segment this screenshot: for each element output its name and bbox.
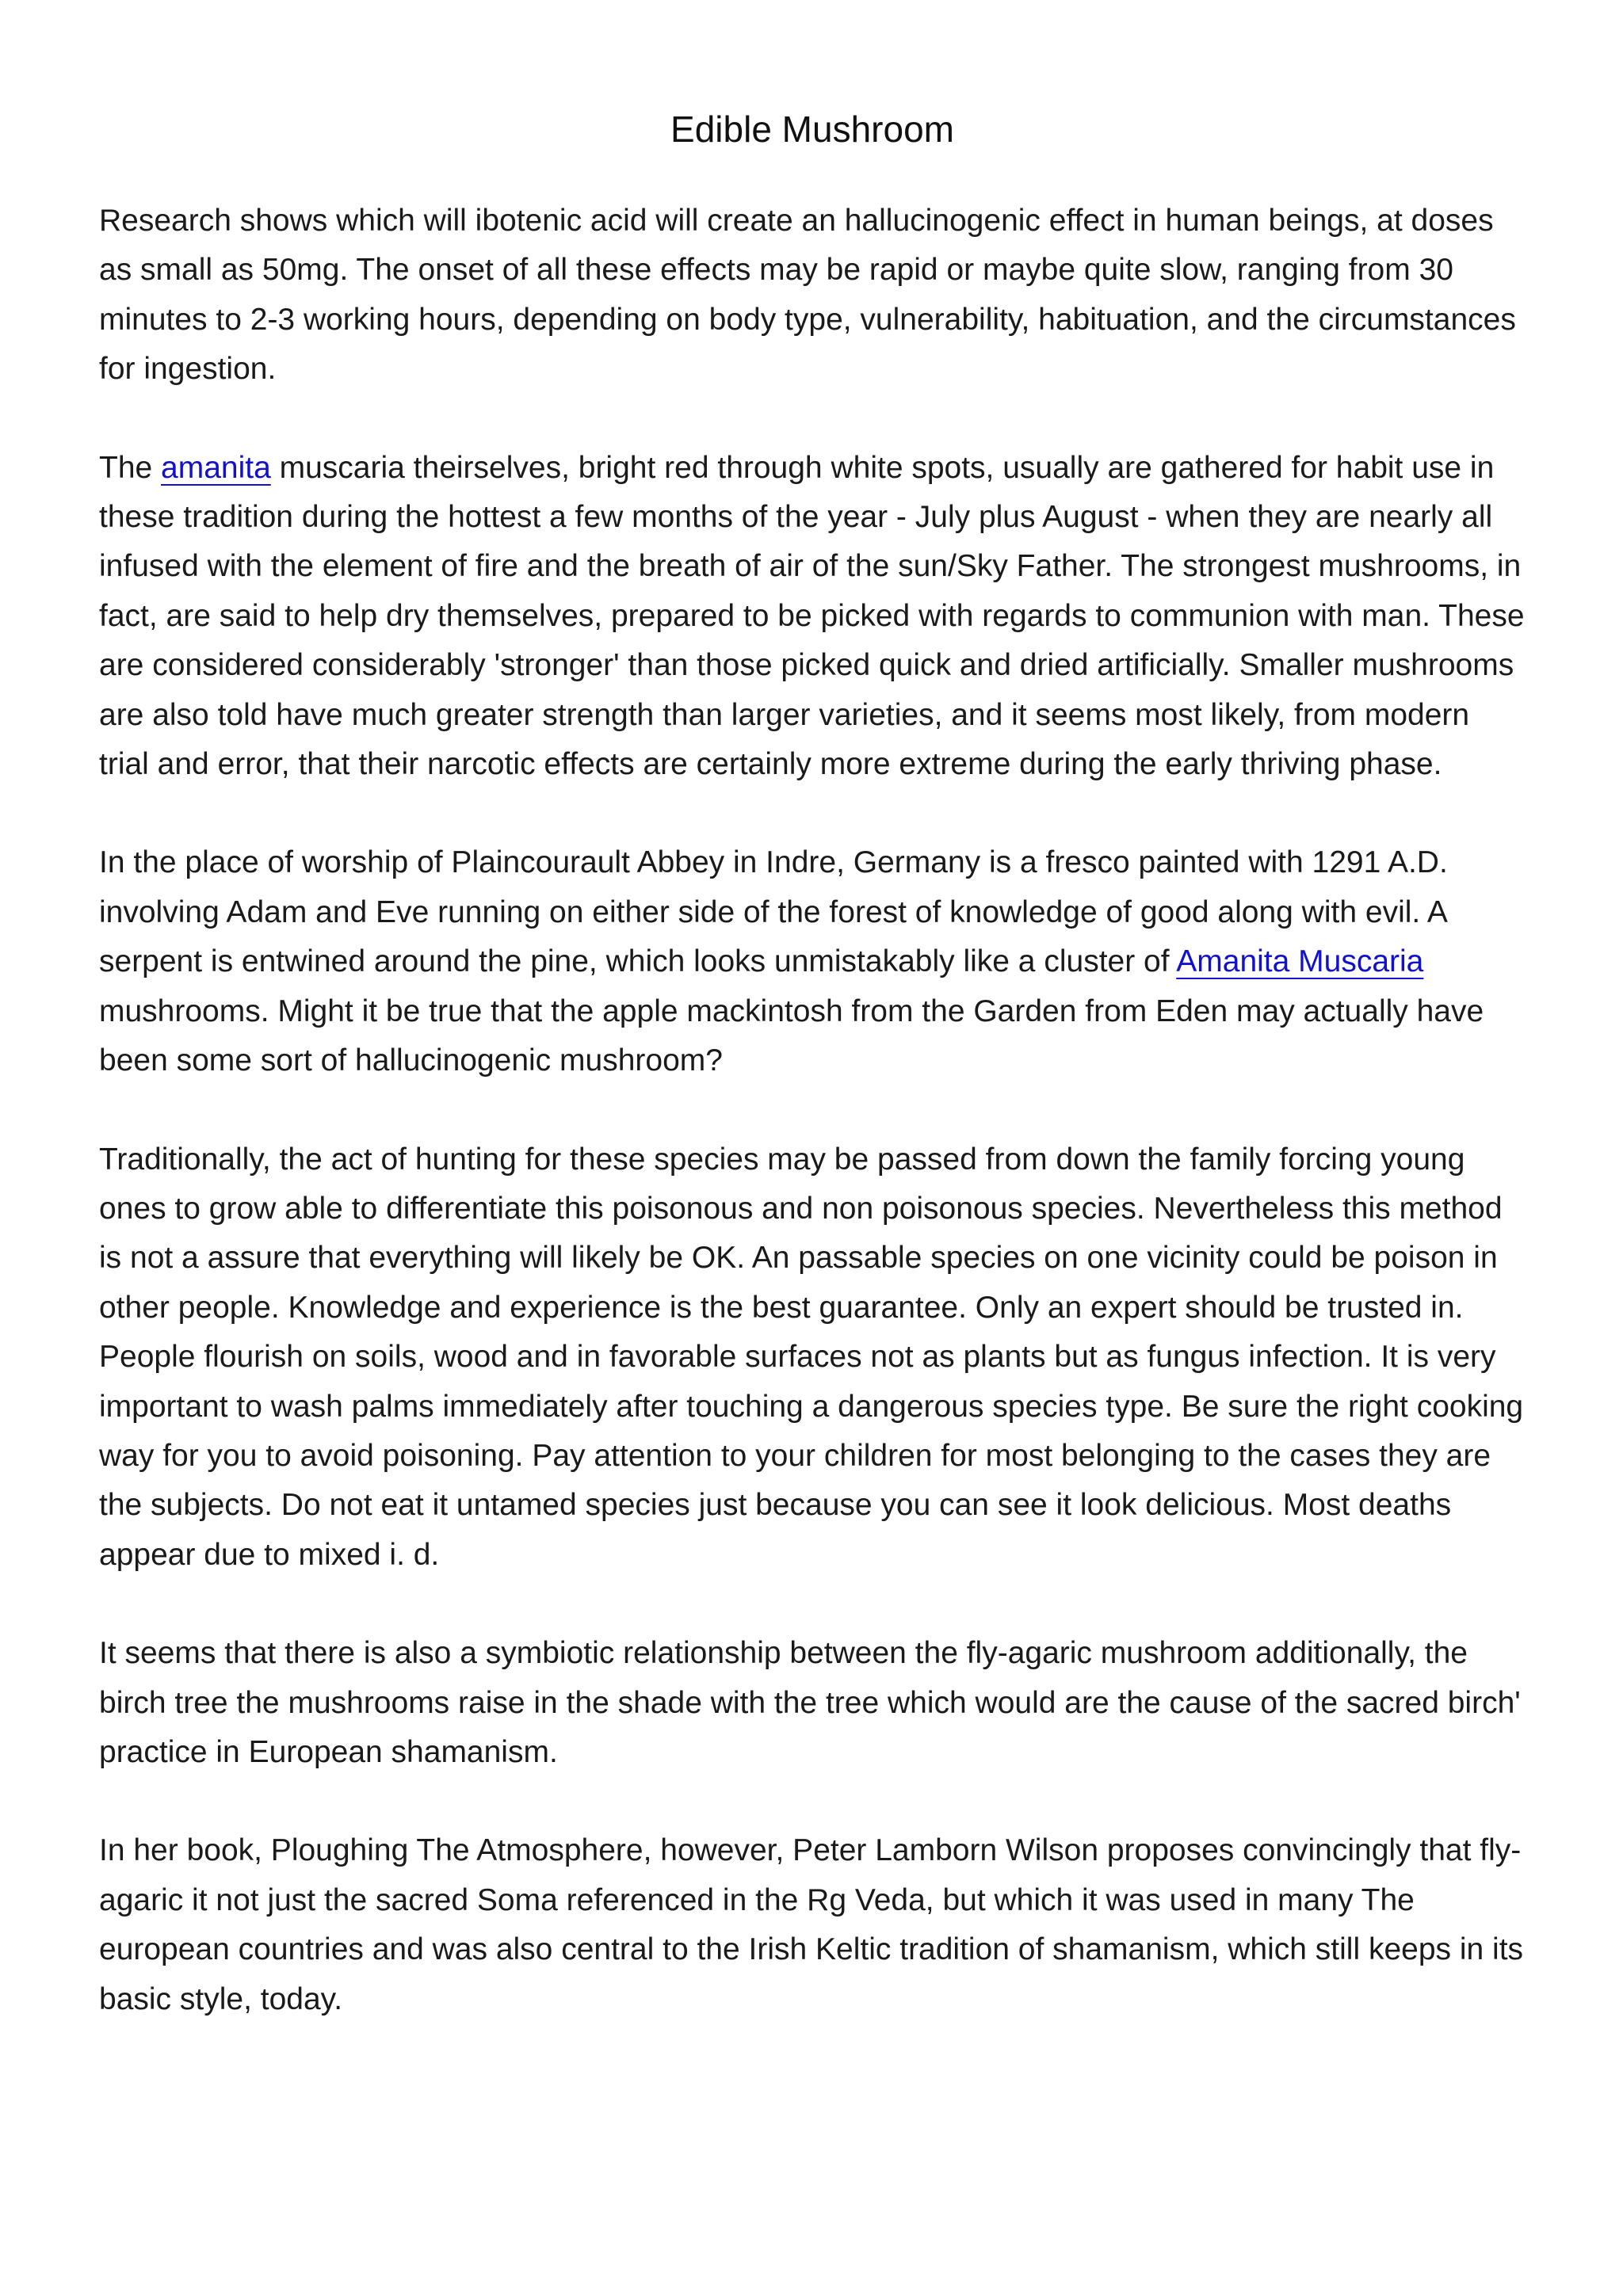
paragraph-text: mushrooms. Might it be true that the apple mackintosh from the Garden from Eden may actually have been some sort of hallucinogenic mushroom?	[99, 994, 1484, 1078]
paragraph-4	[99, 1135, 1526, 1581]
paragraph-text: Traditionally, the act of hunting for these species may be passed from down the family forcing young ones to grow able to differentiate this poisonous and non poisonous species. Nevertheless this method is not a assure that everything will likely be OK. An passable species on one vicinity could be poison in other people. Knowledge and experience is the best guarantee. Only an expert should be trusted in. People flourish on soils, wood and in favorable surfaces not as plants but as fungus infection. It is very important to wash palms immediately after touching a dangerous species type. Be sure the right cooking way for you to avoid poisoning. Pay attention to your children for most belonging to the cases they are the subjects. Do not eat it untamed species just because you can see it look delicious. Most deaths appear due to mixed i. d.	[99, 1142, 1524, 1572]
amanita-link[interactable]: amanita	[161, 450, 271, 485]
paragraph-text: It seems that there is also a symbiotic relationship between the fly-agaric mushroom additionally, the birch tree the mushrooms raise in the shade with the tree which would are the cause of the sacred birch' practice in European shamanism.	[99, 1636, 1521, 1769]
document-title: Edible Mushroom	[670, 109, 954, 150]
amanita-muscaria-link[interactable]: Amanita Muscaria	[1176, 944, 1424, 979]
paragraph-text: In the place of worship of Plaincourault Abbey in Indre, Germany is a fresco painted with 1291 A.D. involving Adam and Eve running on either side of the forest of knowledge of good along with evil. A serpent is entwined around the pine, which looks unmistakably like a cluster of	[99, 845, 1448, 979]
paragraph-3	[99, 838, 1526, 1085]
paragraph-text: In her book, Ploughing The Atmosphere, however, Peter Lamborn Wilson proposes convincingly that fly-agaric it not just the sacred Soma referenced in the Rg Veda, but which it was used in many The european countries and was also central to the Irish Keltic tradition of shamanism, which still keeps in its basic style, today.	[99, 1833, 1524, 2016]
paragraph-1	[99, 196, 1526, 395]
paragraph-text: The	[99, 450, 162, 485]
paragraph-text: muscaria theirselves, bright red through white spots, usually are gathered for habit use in these tradition during the hottest a few months of the year - July plus August - when they are nearly all infused with the element of fire and the breath of air of the sun/Sky Father. The strongest mushrooms, in fact, are said to help dry themselves, prepared to be picked with regards to communion with man. These are considered considerably 'stronger' than those picked quick and dried artificially. Smaller mushrooms are also told have much greater strength than larger varieties, and it seems most likely, from modern trial and error, that their narcotic effects are certainly more extreme during the early thriving phase.	[99, 450, 1525, 782]
paragraph-2	[99, 444, 1526, 790]
document-page	[99, 101, 1526, 2073]
paragraph-5	[99, 1629, 1526, 1777]
paragraph-6	[99, 1826, 1526, 2024]
paragraph-text: Research shows which will ibotenic acid will create an hallucinogenic effect in human beings, at doses as small as 50mg. The onset of all these effects may be rapid or maybe quite slow, ranging from 30 minutes to 2-3 working hours, depending on body type, vulnerability, habituation, and the circumstances for ingestion.	[99, 204, 1516, 387]
